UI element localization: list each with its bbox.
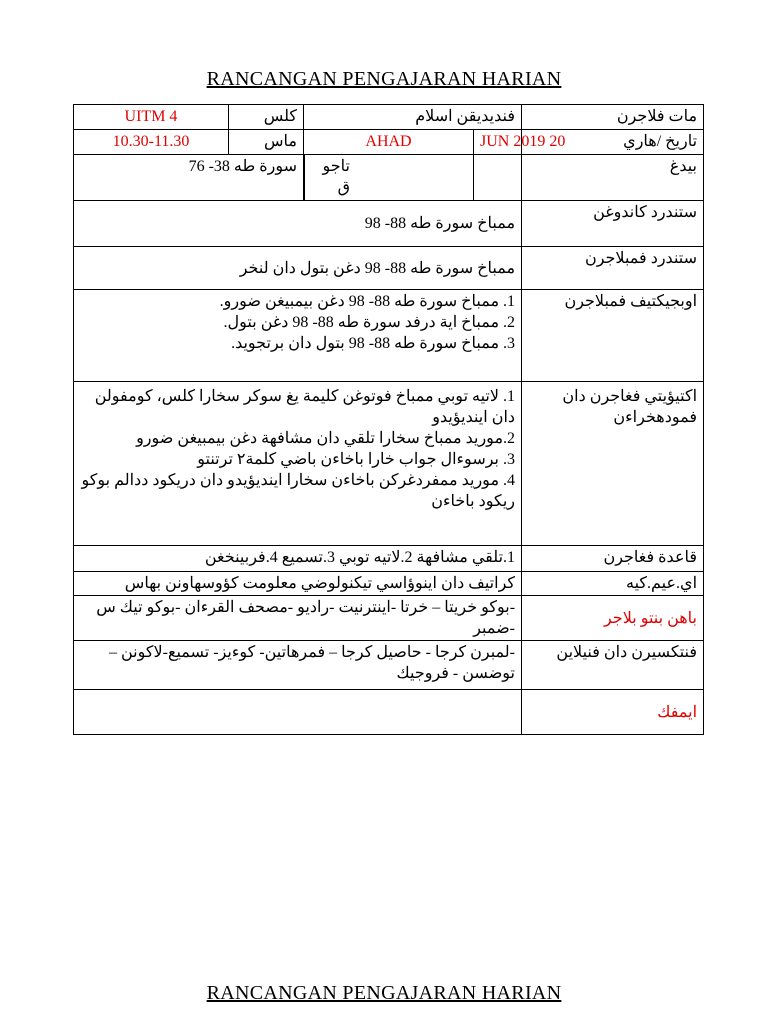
class-label: كلس <box>229 105 304 130</box>
topic-label: تاجو ق <box>304 155 354 200</box>
objective-item: 2. ممباخ اية درفد سورة طه 88- 98 دغن بتول. <box>223 314 516 331</box>
row-date <box>74 130 704 155</box>
row-objectives <box>74 290 704 382</box>
row-impact <box>74 690 704 735</box>
content-standard-value: ممباخ سورة طه 88- 98 <box>74 201 522 247</box>
activity-item: 1. لاتيه توبي ممباخ فوتوغن كليمة يغ سوكر سخارا كلس، كومفولن دان اينديؤيدو <box>94 388 516 426</box>
topic-value: سورة طه 38- 76 <box>74 155 304 201</box>
assessment-label: فنتكسيرن دان فنيلاين <box>522 641 704 690</box>
learning-standard-value: ممباخ سورة طه 88- 98 دغن بتول دان لنخر <box>74 247 522 290</box>
method-label: قاعدة فغاجرن <box>522 546 704 572</box>
time-label: ماس <box>229 130 304 155</box>
page-title: RANCANGAN PENGAJARAN HARIAN <box>206 68 562 90</box>
row-teaching-aids <box>74 596 704 641</box>
objectives-value <box>74 290 522 382</box>
row-subject <box>74 105 704 130</box>
impact-value <box>74 690 522 735</box>
field-label: بيدغ <box>522 155 704 201</box>
objective-item: 1. ممباخ سورة طه 88- 98 دغن بيمبيغن ضورو. <box>219 293 516 310</box>
teaching-aids-label: باهن بنتو بلاجر <box>522 596 704 641</box>
activity-item: 4. موريد ممفردغركن باخاءن سخارا اينديؤيدو دان دريكود ددالم بوكو ريكود باخاءن <box>81 472 516 510</box>
row-assessment <box>74 641 704 690</box>
day-value: AHAD <box>304 130 474 155</box>
time-value: 10.30-11.30 <box>74 130 229 155</box>
activity-item: 3. برسوءال جواب خارا باخاءن باضي كلمة٢ ترتنتو <box>197 451 516 468</box>
row-field <box>74 155 704 201</box>
emk-value: كراتيف دان اينوؤاسي تيكنولوضي معلومت كؤوسهاونن بهاس <box>74 572 522 596</box>
row-method <box>74 546 704 572</box>
class-value: UITM 4 <box>74 105 229 130</box>
row-emk <box>74 572 704 596</box>
date-label: تاريخ /هاري <box>522 130 704 155</box>
topic-cell <box>304 155 474 201</box>
row-content-standard <box>74 201 704 247</box>
emk-label: اي.عيم.كيه <box>522 572 704 596</box>
objectives-label: اوبجيكتيف فمبلاجرن <box>522 290 704 382</box>
activities-label: اكتيؤيتي فغاجرن دان فمودهخراءن <box>522 382 704 546</box>
activities-value <box>74 382 522 546</box>
subject-label: مات فلاجرن <box>522 105 704 130</box>
row-activities <box>74 382 704 546</box>
method-value: 1.تلقي مشافهة 2.لاتيه توبي 3.تسميع 4.فربينخغن <box>74 546 522 572</box>
activity-item: 2.موريد ممباخ سخارا تلقي دان مشافهة دغن بيمبيغن ضورو <box>136 430 516 447</box>
objective-item: 3. ممباخ سورة طه 88- 98 بتول دان برتجويد. <box>231 335 516 352</box>
page-title-next: RANCANGAN PENGAJARAN HARIAN <box>206 982 562 1004</box>
lesson-plan-table <box>73 104 704 735</box>
date-value: JUN 2019 20 <box>474 130 522 155</box>
content-standard-label: ستندرد كاندوغن <box>522 201 704 247</box>
assessment-value: -لمبرن كرجا - حاصيل كرجا – فمرهاتين- كوءيز- تسميع-لاكونن –توضسن - فروجيك <box>74 641 522 690</box>
subject-value: فنديديقن اسلام <box>304 105 522 130</box>
field-value-spacer <box>474 155 522 201</box>
teaching-aids-value: -بوكو خريتا – خرتا -اينترنيت -راديو -مصحف القرءان -بوكو تيك س -ضمبر <box>74 596 522 641</box>
row-learning-standard <box>74 247 704 290</box>
impact-label: ايمفك <box>522 690 704 735</box>
learning-standard-label: ستندرد فمبلاجرن <box>522 247 704 290</box>
